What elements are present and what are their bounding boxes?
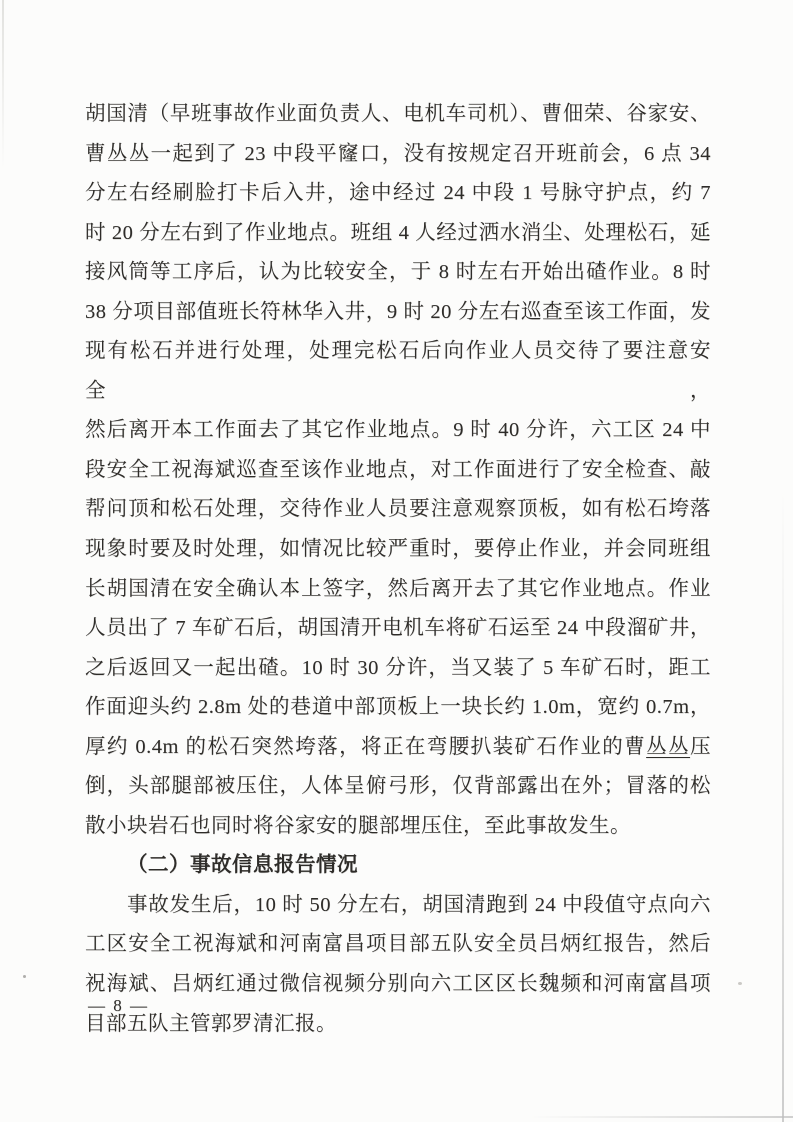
scan-speck (738, 982, 742, 985)
text-line (85, 411, 711, 451)
text-segment: 38 分项目部值班长符林华入井，9 时 20 分左右巡查至该工作面，发 (85, 300, 711, 323)
page-number: — 8 — (88, 996, 149, 1015)
text-segment: 作面迎头约 2.8m 处的巷道中部顶板上一块长约 1.0m，宽约 0.7m， (85, 696, 711, 719)
text-line (85, 293, 711, 333)
text-line (85, 965, 711, 1005)
text-line (85, 135, 711, 175)
underlined-proper-name: 丛丛 (646, 735, 691, 758)
text-line (85, 214, 711, 254)
text-segment: 现有松石并进行处理，处理完松石后向作业人员交待了要注意安全， (85, 340, 711, 402)
text-line (85, 1005, 711, 1045)
scan-left-edge-shadow (2, 0, 4, 170)
scan-bottom-edge-shadow (530, 1116, 793, 1118)
text-line (85, 807, 711, 847)
text-segment: 事故发生后，10 时 50 分左右，胡国清跑到 24 中段值守点向六 (127, 893, 711, 916)
text-line (85, 451, 711, 491)
text-segment: 倒，头部腿部被压住，人体呈俯弓形，仅背部露出在外；冒落的松 (85, 775, 711, 798)
text-line (85, 332, 711, 411)
text-line (85, 95, 711, 135)
scan-right-edge-shadow (782, 490, 784, 1122)
text-line (85, 570, 711, 610)
text-line (85, 174, 711, 214)
document-body (85, 95, 711, 1044)
text-segment: 接风筒等工序后，认为比较安全，于 8 时左右开始出碴作业。8 时 (85, 261, 711, 284)
text-line (85, 886, 711, 926)
text-segment: 时 20 分左右到了作业地点。班组 4 人经过洒水消尘、处理松石，延 (85, 221, 711, 244)
text-segment: 现象时要及时处理，如情况比较严重时，要停止作业，并会同班组 (85, 538, 711, 561)
text-line (85, 253, 711, 293)
text-segment: 工区安全工祝海斌和河南富昌项目部五队安全员吕炳红报告，然后 (85, 933, 711, 956)
text-segment: 分左右经刷脸打卡后入井，途中经过 24 中段 1 号脉守护点，约 7 (85, 182, 711, 205)
text-segment: 厚约 0.4m 的松石突然垮落，将正在弯腰扒装矿石作业的曹 (85, 735, 647, 758)
text-segment: 然后离开本工作面去了其它作业地点。9 时 40 分许，六工区 24 中 (85, 419, 711, 442)
text-line (85, 649, 711, 689)
text-segment: 之后返回又一起出碴。10 时 30 分许，当又装了 5 车矿石时，距工 (85, 656, 711, 679)
text-segment: 胡国清（早班事故作业面负责人、电机车司机）、曹佃荣、谷家安、 (85, 103, 711, 125)
text-line (85, 925, 711, 965)
text-line (85, 728, 711, 768)
text-segment: 祝海斌、吕炳红通过微信视频分别向六工区区长魏频和河南富昌项 (85, 973, 711, 996)
text-line (85, 609, 711, 649)
section-heading (85, 846, 711, 886)
text-segment: 人员出了 7 车矿石后，胡国清开电机车将矿石运至 24 中段溜矿井， (85, 617, 711, 640)
text-segment: 压 (690, 735, 712, 758)
text-segment: 曹丛丛一起到了 23 中段平窿口，没有按规定召开班前会，6 点 34 (85, 142, 711, 165)
text-segment: 散小块岩石也同时将谷家安的腿部埋压住，至此事故发生。 (85, 814, 631, 837)
text-segment: 帮问顶和松石处理，交待作业人员要注意观察顶板，如有松石垮落 (85, 498, 711, 521)
text-segment: 目部五队主管郭罗清汇报。 (85, 1012, 337, 1035)
text-line (85, 490, 711, 530)
text-segment: （二）事故信息报告情况 (127, 854, 358, 877)
text-segment: 段安全工祝海斌巡查至该作业地点，对工作面进行了安全检查、敲 (85, 458, 711, 481)
text-segment: 长胡国清在安全确认本上签字，然后离开去了其它作业地点。作业 (85, 577, 711, 600)
scan-speck (23, 975, 26, 978)
text-line (85, 688, 711, 728)
text-line (85, 530, 711, 570)
text-line (85, 767, 711, 807)
